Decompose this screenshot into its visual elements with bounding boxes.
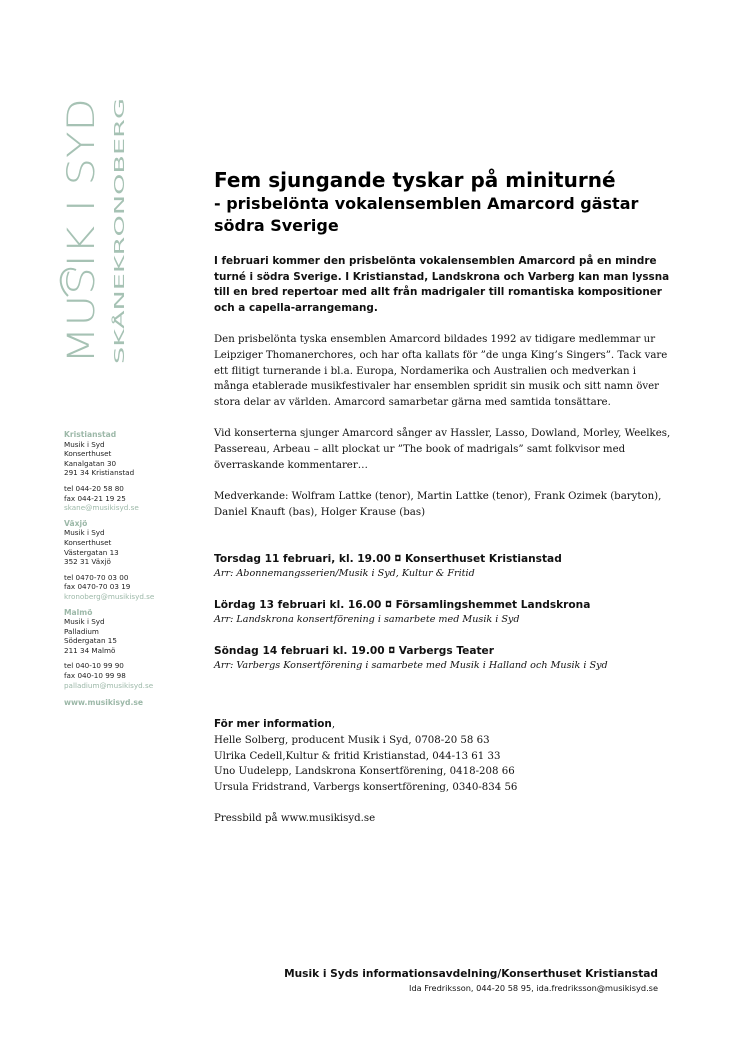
office-tel: tel 040-10 99 90 — [64, 661, 124, 671]
office-fax: fax 040-10 99 98 — [64, 671, 126, 681]
office-fax: fax 044-21 19 25 — [64, 493, 126, 503]
event-arranger: Arr: Varbergs Konsertförening i samarbete med Musik i Halland och Musik i Syd — [214, 660, 608, 672]
article-paragraph: Den prisbelönta tyska ensemblen Amarcord bildades 1992 av tidigare medlemmar ur Leipziger Thomanerchores, och har ofta kallats för ”de unga King’s Singers”. Tack vare ett flitigt turnerande i bl.a. Europa, Nordamerika och Australien och medverkan i många etablerade musikfestivaler har ensemblen spridit sin musik och sitt namn över stora delar av världen. Amarcord samarbetar gärna med samtida tonsättare. — [214, 334, 668, 408]
contact-section — [214, 717, 674, 795]
office-line: Musik i Syd — [64, 617, 105, 627]
logo-region-text: SKÅNEKRONOBERG — [113, 236, 128, 364]
office-vaxjo — [64, 519, 174, 602]
office-fax: fax 0470-70 03 19 — [64, 582, 131, 592]
event-item — [214, 551, 674, 581]
article-performers: Medverkande: Wolfram Lattke (tenor), Martin Lattke (tenor), Frank Ozimek (baryton), Daniel Knauft (bas), Holger Krause (bas) — [214, 491, 662, 518]
event-venue: Konserthuset Kristianstad — [404, 553, 562, 566]
contact-heading-comma: , — [331, 719, 336, 731]
event-date: Lördag 13 februari kl. 16.00 — [214, 599, 382, 612]
event-heading — [214, 551, 674, 567]
office-city: Kristianstad — [64, 430, 117, 439]
event-heading — [214, 643, 674, 659]
office-email-link[interactable]: skane@musikisyd.se — [64, 503, 139, 513]
office-line: Västergatan 13 — [64, 547, 119, 557]
separator-icon: ◘ — [385, 600, 392, 610]
event-item — [214, 597, 674, 627]
event-date: Torsdag 11 februari, kl. 19.00 — [214, 553, 391, 566]
office-line: Kanalgatan 30 — [64, 458, 117, 468]
contact-person: Uno Uudelepp, Landskrona Konsertförening, 0418-208 66 — [214, 766, 515, 778]
office-line: 211 34 Malmö — [64, 645, 116, 655]
contact-heading-line — [214, 717, 674, 733]
logo-wordmark — [60, 98, 103, 364]
separator-icon: ◘ — [394, 554, 402, 564]
office-email-link[interactable]: palladium@musikisyd.se — [64, 680, 154, 690]
event-arranger: Arr: Abonnemangsserien/Musik i Syd, Kultur & Fritid — [214, 568, 475, 580]
office-line: Musik i Syd — [64, 439, 105, 449]
office-line: Södergatan 15 — [64, 636, 117, 646]
office-malmo — [64, 608, 174, 691]
office-tel: tel 0470-70 03 00 — [64, 572, 129, 582]
sidebar-contacts — [64, 430, 174, 708]
office-email-link[interactable]: kronoberg@musikisyd.se — [64, 591, 155, 601]
contact-person: Helle Solberg, producent Musik i Syd, 0708-20 58 63 — [214, 734, 490, 746]
article-subtitle-line1: - prisbelönta vokalensemblen Amarcord gästar — [214, 194, 639, 213]
event-item — [214, 643, 674, 673]
office-line: Musik i Syd — [64, 528, 105, 538]
event-heading — [214, 597, 674, 613]
office-kristianstad — [64, 430, 174, 513]
office-line: Palladium — [64, 626, 99, 636]
contact-heading: För mer information — [214, 718, 332, 731]
event-venue: Varbergs Teater — [398, 645, 494, 658]
logo-name-text: MUSIK I SYD — [60, 137, 103, 364]
event-venue: Församlingshemmet Landskrona — [395, 599, 591, 612]
event-arranger: Arr: Landskrona konsertförening i samarbete med Musik i Syd — [214, 614, 520, 626]
office-line: Konserthuset — [64, 537, 112, 547]
office-city: Malmö — [64, 607, 93, 617]
office-line: 352 31 Växjö — [64, 557, 111, 567]
office-tel: tel 044-20 58 80 — [64, 483, 124, 493]
press-image-note: Pressbild på www.musikisyd.se — [214, 813, 376, 825]
office-line: 291 34 Kristianstad — [64, 468, 135, 478]
website-link[interactable]: www.musikisyd.se — [64, 698, 143, 708]
separator-icon: ◘ — [388, 646, 396, 656]
contact-person: Ulrika Cedell,Kultur & fritid Kristianstad, 044-13 61 33 — [214, 750, 501, 762]
logo-region — [112, 98, 128, 364]
contact-person: Ursula Fridstrand, Varbergs konsertförening, 0340-834 56 — [214, 781, 518, 793]
footer — [284, 967, 658, 994]
office-line: Konserthuset — [64, 449, 112, 459]
musik-i-syd-logo — [58, 96, 128, 366]
press-release — [214, 168, 674, 827]
event-date: Söndag 14 februari kl. 19.00 — [214, 645, 385, 658]
article-subtitle-line2: södra Sverige — [214, 216, 339, 235]
footer-department: Musik i Syds informationsavdelning/Konserthuset Kristianstad — [284, 968, 658, 980]
office-city: Växjö — [64, 518, 88, 528]
article-paragraph: Vid konserterna sjunger Amarcord sånger av Hassler, Lasso, Dowland, Morley, Weelkes, Passereau, Arbeau – allt plockat ur ”The book of madrigals” samt folkvisor med överraskande kommentarer… — [214, 428, 671, 471]
article-title: Fem sjungande tyskar på miniturné — [214, 168, 616, 192]
article-lead: I februari kommer den prisbelönta vokalensemblen Amarcord på en mindre turné i södra Sverige. I Kristianstad, Landskrona och Varberg kan man lyssna till en bred repertoar med allt från madrigaler till romantiska kompositioner och a capella-arrangemang. — [214, 255, 670, 314]
footer-contact: Ida Fredriksson, 044-20 58 95, ida.fredriksson@musikisyd.se — [409, 983, 658, 993]
